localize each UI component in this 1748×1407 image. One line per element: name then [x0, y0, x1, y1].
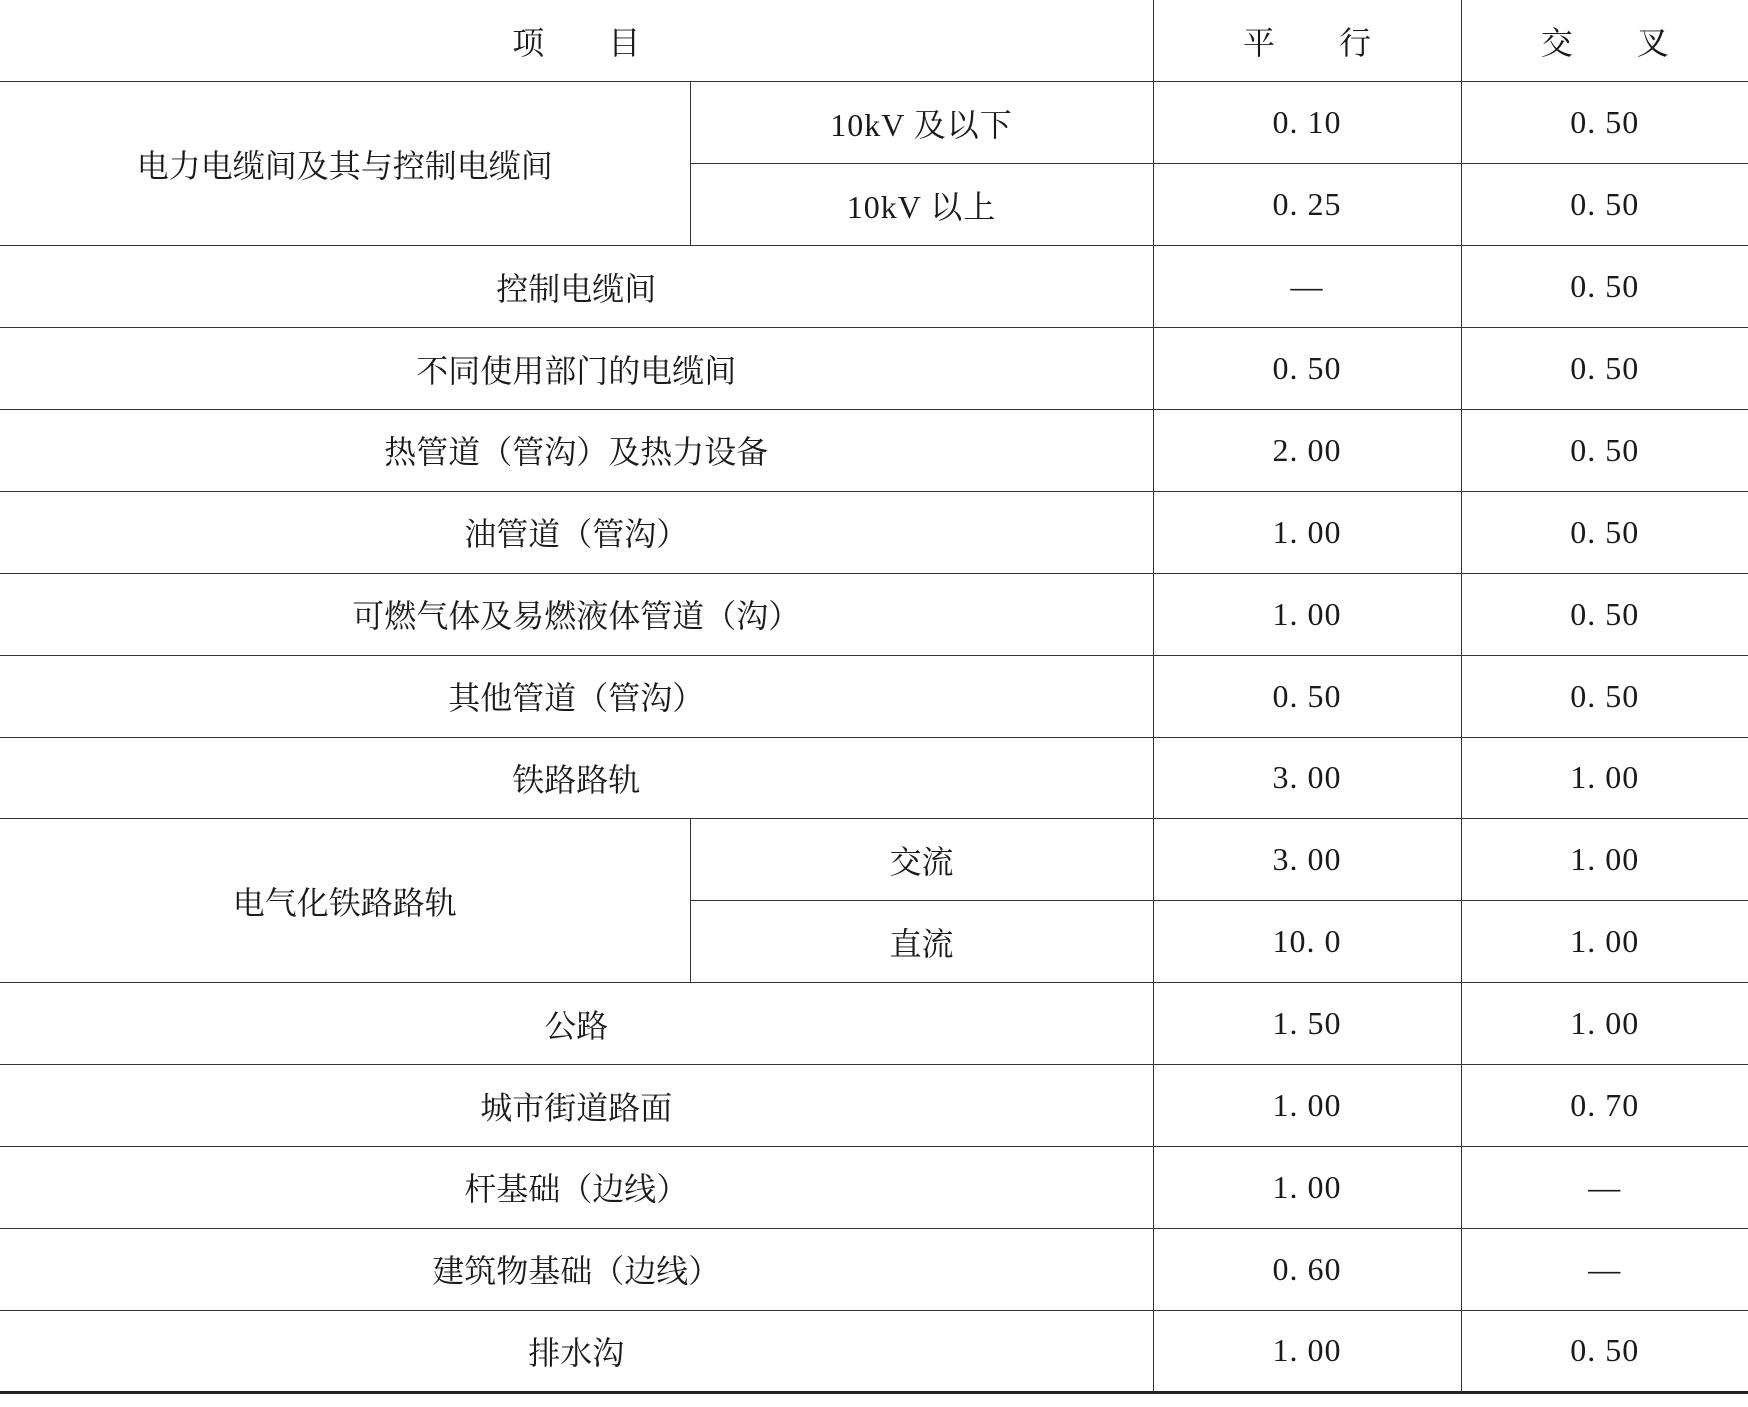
row-item-label: 热管道（管沟）及热力设备 — [0, 409, 1153, 491]
row-sub-label: 交流 — [690, 819, 1153, 901]
cross-value: 0. 50 — [1461, 328, 1748, 410]
row-item-label: 控制电缆间 — [0, 246, 1153, 328]
cross-value: 1. 00 — [1461, 983, 1748, 1065]
parallel-value: 3. 00 — [1153, 819, 1461, 901]
row-item-label: 不同使用部门的电缆间 — [0, 328, 1153, 410]
parallel-value: — — [1153, 246, 1461, 328]
row-group-label: 电力电缆间及其与控制电缆间 — [0, 82, 690, 246]
table-row — [0, 328, 1748, 410]
row-item-label: 公路 — [0, 983, 1153, 1065]
row-group-label: 电气化铁路路轨 — [0, 819, 690, 983]
row-item-label: 杆基础（边线） — [0, 1146, 1153, 1228]
table-row — [0, 1228, 1748, 1310]
table-row — [0, 737, 1748, 819]
cross-value: 0. 50 — [1461, 1310, 1748, 1392]
header-item: 项 目 — [0, 0, 1153, 82]
parallel-value: 0. 50 — [1153, 655, 1461, 737]
table-row — [0, 491, 1748, 573]
row-item-label: 其他管道（管沟） — [0, 655, 1153, 737]
cross-value: 1. 00 — [1461, 737, 1748, 819]
table-row — [0, 819, 1748, 901]
table-row — [0, 983, 1748, 1065]
table-row — [0, 1146, 1748, 1228]
row-sub-label: 直流 — [690, 901, 1153, 983]
cross-value: 0. 50 — [1461, 491, 1748, 573]
parallel-value: 1. 00 — [1153, 1310, 1461, 1392]
cross-value: 0. 50 — [1461, 409, 1748, 491]
parallel-value: 3. 00 — [1153, 737, 1461, 819]
cross-value: 0. 50 — [1461, 655, 1748, 737]
header-cross: 交 叉 — [1461, 0, 1748, 82]
parallel-value: 1. 00 — [1153, 1146, 1461, 1228]
table-row — [0, 655, 1748, 737]
row-sub-label: 10kV 及以下 — [690, 82, 1153, 164]
parallel-value: 0. 60 — [1153, 1228, 1461, 1310]
cross-value: 1. 00 — [1461, 819, 1748, 901]
cross-value: 0. 50 — [1461, 246, 1748, 328]
parallel-value: 0. 25 — [1153, 164, 1461, 246]
table-row — [0, 409, 1748, 491]
cross-value: 0. 70 — [1461, 1065, 1748, 1147]
table-row — [0, 573, 1748, 655]
row-item-label: 可燃气体及易燃液体管道（沟） — [0, 573, 1153, 655]
row-item-label: 建筑物基础（边线） — [0, 1228, 1153, 1310]
parallel-value: 2. 00 — [1153, 409, 1461, 491]
parallel-value: 10. 0 — [1153, 901, 1461, 983]
parallel-value: 1. 00 — [1153, 1065, 1461, 1147]
table-header-row — [0, 0, 1748, 82]
table-row — [0, 1310, 1748, 1392]
parallel-value: 0. 50 — [1153, 328, 1461, 410]
row-sub-label: 10kV 以上 — [690, 164, 1153, 246]
parallel-value: 0. 10 — [1153, 82, 1461, 164]
parallel-value: 1. 50 — [1153, 983, 1461, 1065]
table-row — [0, 82, 1748, 164]
header-parallel: 平 行 — [1153, 0, 1461, 82]
cross-value: 0. 50 — [1461, 164, 1748, 246]
cross-value: — — [1461, 1146, 1748, 1228]
parallel-value: 1. 00 — [1153, 573, 1461, 655]
table-row — [0, 1065, 1748, 1147]
cross-value: 0. 50 — [1461, 82, 1748, 164]
row-item-label: 城市街道路面 — [0, 1065, 1153, 1147]
table-row — [0, 246, 1748, 328]
cross-value: 0. 50 — [1461, 573, 1748, 655]
cross-value: 1. 00 — [1461, 901, 1748, 983]
cross-value: — — [1461, 1228, 1748, 1310]
row-item-label: 铁路路轨 — [0, 737, 1153, 819]
row-item-label: 排水沟 — [0, 1310, 1153, 1392]
row-item-label: 油管道（管沟） — [0, 491, 1153, 573]
parallel-value: 1. 00 — [1153, 491, 1461, 573]
